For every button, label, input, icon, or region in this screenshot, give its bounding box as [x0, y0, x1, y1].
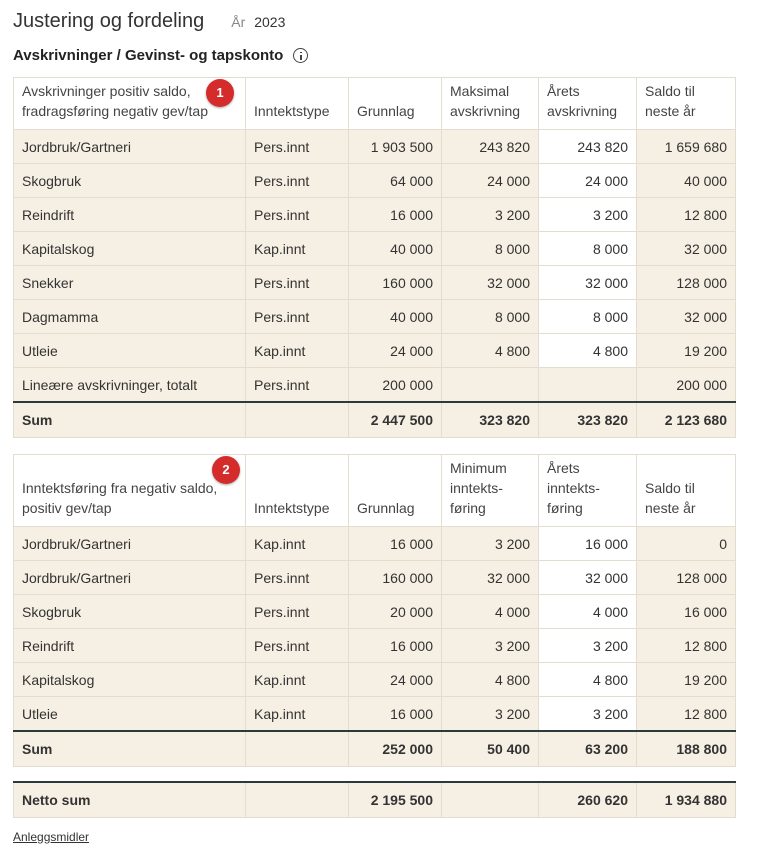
- table-cell: 160 000: [349, 266, 442, 300]
- editable-amount-cell[interactable]: 24 000: [539, 164, 637, 198]
- table-row: [14, 527, 736, 561]
- netto-cell: 2 195 500: [349, 782, 442, 818]
- table-row: [14, 164, 736, 198]
- table-cell: 160 000: [349, 561, 442, 595]
- editable-amount-cell[interactable]: 3 200: [539, 697, 637, 732]
- netto-sum-row: [14, 782, 736, 818]
- table-cell: Skogbruk: [14, 164, 246, 198]
- year-label: År: [231, 14, 246, 30]
- table-cell: 128 000: [637, 266, 736, 300]
- table-cell: 243 820: [442, 130, 539, 164]
- section-title: [13, 47, 308, 64]
- table-cell: 4 000: [442, 595, 539, 629]
- table-row: [14, 629, 736, 663]
- column-header: Inntektstype: [246, 78, 349, 130]
- table-row: [14, 300, 736, 334]
- table-cell: 32 000: [637, 232, 736, 266]
- table-cell: 3 200: [442, 198, 539, 232]
- editable-amount-cell[interactable]: 8 000: [539, 232, 637, 266]
- table-cell: Snekker: [14, 266, 246, 300]
- income-recognition-table: [13, 454, 736, 767]
- table-cell: Utleie: [14, 697, 246, 732]
- table-cell: 40 000: [637, 164, 736, 198]
- page-title: Justering og fordeling: [13, 10, 205, 32]
- sum-cell: 188 800: [637, 731, 736, 767]
- editable-amount-cell[interactable]: 3 200: [539, 198, 637, 232]
- editable-amount-cell[interactable]: 32 000: [539, 266, 637, 300]
- table-cell: Pers.innt: [246, 130, 349, 164]
- table-cell: Lineære avskrivninger, totalt: [14, 368, 246, 403]
- anleggsmidler-link[interactable]: Anleggsmidler: [13, 830, 90, 844]
- table-cell: 40 000: [349, 300, 442, 334]
- table-cell: Kapitalskog: [14, 232, 246, 266]
- sum-row: [14, 402, 736, 438]
- table-cell: 16 000: [349, 527, 442, 561]
- netto-sum-table: [13, 781, 736, 818]
- table-cell: Kap.innt: [246, 232, 349, 266]
- table-cell: Dagmamma: [14, 300, 246, 334]
- table-cell: Pers.innt: [246, 266, 349, 300]
- table-cell: 8 000: [442, 300, 539, 334]
- column-header: Grunnlag: [349, 455, 442, 527]
- table-cell: 16 000: [349, 697, 442, 732]
- column-header: Årets inntekts-føring: [539, 455, 637, 527]
- table-row: [14, 368, 736, 403]
- editable-amount-cell[interactable]: 3 200: [539, 629, 637, 663]
- table-cell: 32 000: [442, 561, 539, 595]
- netto-cell: [246, 782, 349, 818]
- table-cell: 3 200: [442, 527, 539, 561]
- editable-amount-cell[interactable]: 8 000: [539, 300, 637, 334]
- section-title-text: Avskrivninger / Gevinst- og tapskonto: [13, 47, 284, 64]
- table-cell: 16 000: [349, 198, 442, 232]
- table-cell: 12 800: [637, 198, 736, 232]
- table-cell: Jordbruk/Gartneri: [14, 561, 246, 595]
- netto-cell: 260 620: [539, 782, 637, 818]
- table-cell: [539, 368, 637, 403]
- annotation-badge-2: 2: [212, 456, 240, 484]
- sum-cell: [246, 731, 349, 767]
- table-cell: 200 000: [349, 368, 442, 403]
- netto-cell: [442, 782, 539, 818]
- table-cell: 64 000: [349, 164, 442, 198]
- editable-amount-cell[interactable]: 243 820: [539, 130, 637, 164]
- sum-cell: 323 820: [442, 402, 539, 438]
- table-cell: Jordbruk/Gartneri: [14, 527, 246, 561]
- table-cell: Kap.innt: [246, 527, 349, 561]
- table-cell: Kap.innt: [246, 697, 349, 732]
- table-cell: 4 800: [442, 663, 539, 697]
- sum-cell: 2 447 500: [349, 402, 442, 438]
- column-header: Inntektstype: [246, 455, 349, 527]
- table-cell: 128 000: [637, 561, 736, 595]
- table-cell: Skogbruk: [14, 595, 246, 629]
- sum-cell: [246, 402, 349, 438]
- table-cell: 200 000: [637, 368, 736, 403]
- table-cell: Reindrift: [14, 629, 246, 663]
- table-cell: Utleie: [14, 334, 246, 368]
- table-cell: 19 200: [637, 334, 736, 368]
- sum-cell: 63 200: [539, 731, 637, 767]
- table-cell: Pers.innt: [246, 300, 349, 334]
- table-cell: Jordbruk/Gartneri: [14, 130, 246, 164]
- sum-row: [14, 731, 736, 767]
- editable-amount-cell[interactable]: 4 000: [539, 595, 637, 629]
- table-cell: 1 659 680: [637, 130, 736, 164]
- table-cell: 19 200: [637, 663, 736, 697]
- table-cell: 16 000: [637, 595, 736, 629]
- table-cell: Reindrift: [14, 198, 246, 232]
- editable-amount-cell[interactable]: 16 000: [539, 527, 637, 561]
- year-value: 2023: [254, 14, 286, 30]
- column-header: Inntektsføring fra negativ saldo, positiv gev/tap: [14, 455, 246, 527]
- sum-label: Sum: [14, 731, 246, 767]
- table-cell: 32 000: [442, 266, 539, 300]
- editable-amount-cell[interactable]: 4 800: [539, 334, 637, 368]
- column-header: Saldo til neste år: [637, 78, 736, 130]
- table-cell: 0: [637, 527, 736, 561]
- table-cell: Pers.innt: [246, 595, 349, 629]
- sum-cell: 50 400: [442, 731, 539, 767]
- table-row: [14, 198, 736, 232]
- table-header-row: [14, 78, 736, 130]
- table-cell: Kap.innt: [246, 663, 349, 697]
- table-cell: Pers.innt: [246, 198, 349, 232]
- table-cell: [442, 368, 539, 403]
- depreciation-table: [13, 77, 736, 438]
- table-row: [14, 232, 736, 266]
- column-header: Saldo til neste år: [637, 455, 736, 527]
- table-cell: 3 200: [442, 629, 539, 663]
- netto-cell: 1 934 880: [637, 782, 736, 818]
- column-header: Årets avskrivning: [539, 78, 637, 130]
- sum-cell: 323 820: [539, 402, 637, 438]
- table-cell: 8 000: [442, 232, 539, 266]
- sum-label: Sum: [14, 402, 246, 438]
- table-cell: 24 000: [349, 663, 442, 697]
- column-header: Avskrivninger positiv saldo, fradragsføring negativ gev/tap: [14, 78, 246, 130]
- table-row: [14, 266, 736, 300]
- table-cell: 20 000: [349, 595, 442, 629]
- table-row: [14, 334, 736, 368]
- table-row: [14, 561, 736, 595]
- table-cell: Pers.innt: [246, 368, 349, 403]
- table-cell: Pers.innt: [246, 561, 349, 595]
- table-cell: 24 000: [442, 164, 539, 198]
- table-cell: Pers.innt: [246, 629, 349, 663]
- annotation-badge-1: 1: [206, 79, 234, 107]
- sum-cell: 252 000: [349, 731, 442, 767]
- table-header-row: [14, 455, 736, 527]
- table-row: [14, 130, 736, 164]
- column-header: Minimum inntekts-føring: [442, 455, 539, 527]
- header: [13, 10, 285, 36]
- table-cell: 24 000: [349, 334, 442, 368]
- table-cell: Pers.innt: [246, 164, 349, 198]
- info-icon[interactable]: [293, 48, 308, 63]
- editable-amount-cell[interactable]: 4 800: [539, 663, 637, 697]
- table-cell: 32 000: [637, 300, 736, 334]
- table-cell: 40 000: [349, 232, 442, 266]
- column-header: Grunnlag: [349, 78, 442, 130]
- table-cell: 16 000: [349, 629, 442, 663]
- column-header: Maksimal avskrivning: [442, 78, 539, 130]
- table-cell: 3 200: [442, 697, 539, 732]
- table-cell: Kapitalskog: [14, 663, 246, 697]
- table-row: [14, 663, 736, 697]
- netto-label: Netto sum: [14, 782, 246, 818]
- table-cell: 12 800: [637, 629, 736, 663]
- editable-amount-cell[interactable]: 32 000: [539, 561, 637, 595]
- table-cell: 12 800: [637, 697, 736, 732]
- table-cell: 4 800: [442, 334, 539, 368]
- table-row: [14, 697, 736, 732]
- table-row: [14, 595, 736, 629]
- sum-cell: 2 123 680: [637, 402, 736, 438]
- table-cell: 1 903 500: [349, 130, 442, 164]
- table-cell: Kap.innt: [246, 334, 349, 368]
